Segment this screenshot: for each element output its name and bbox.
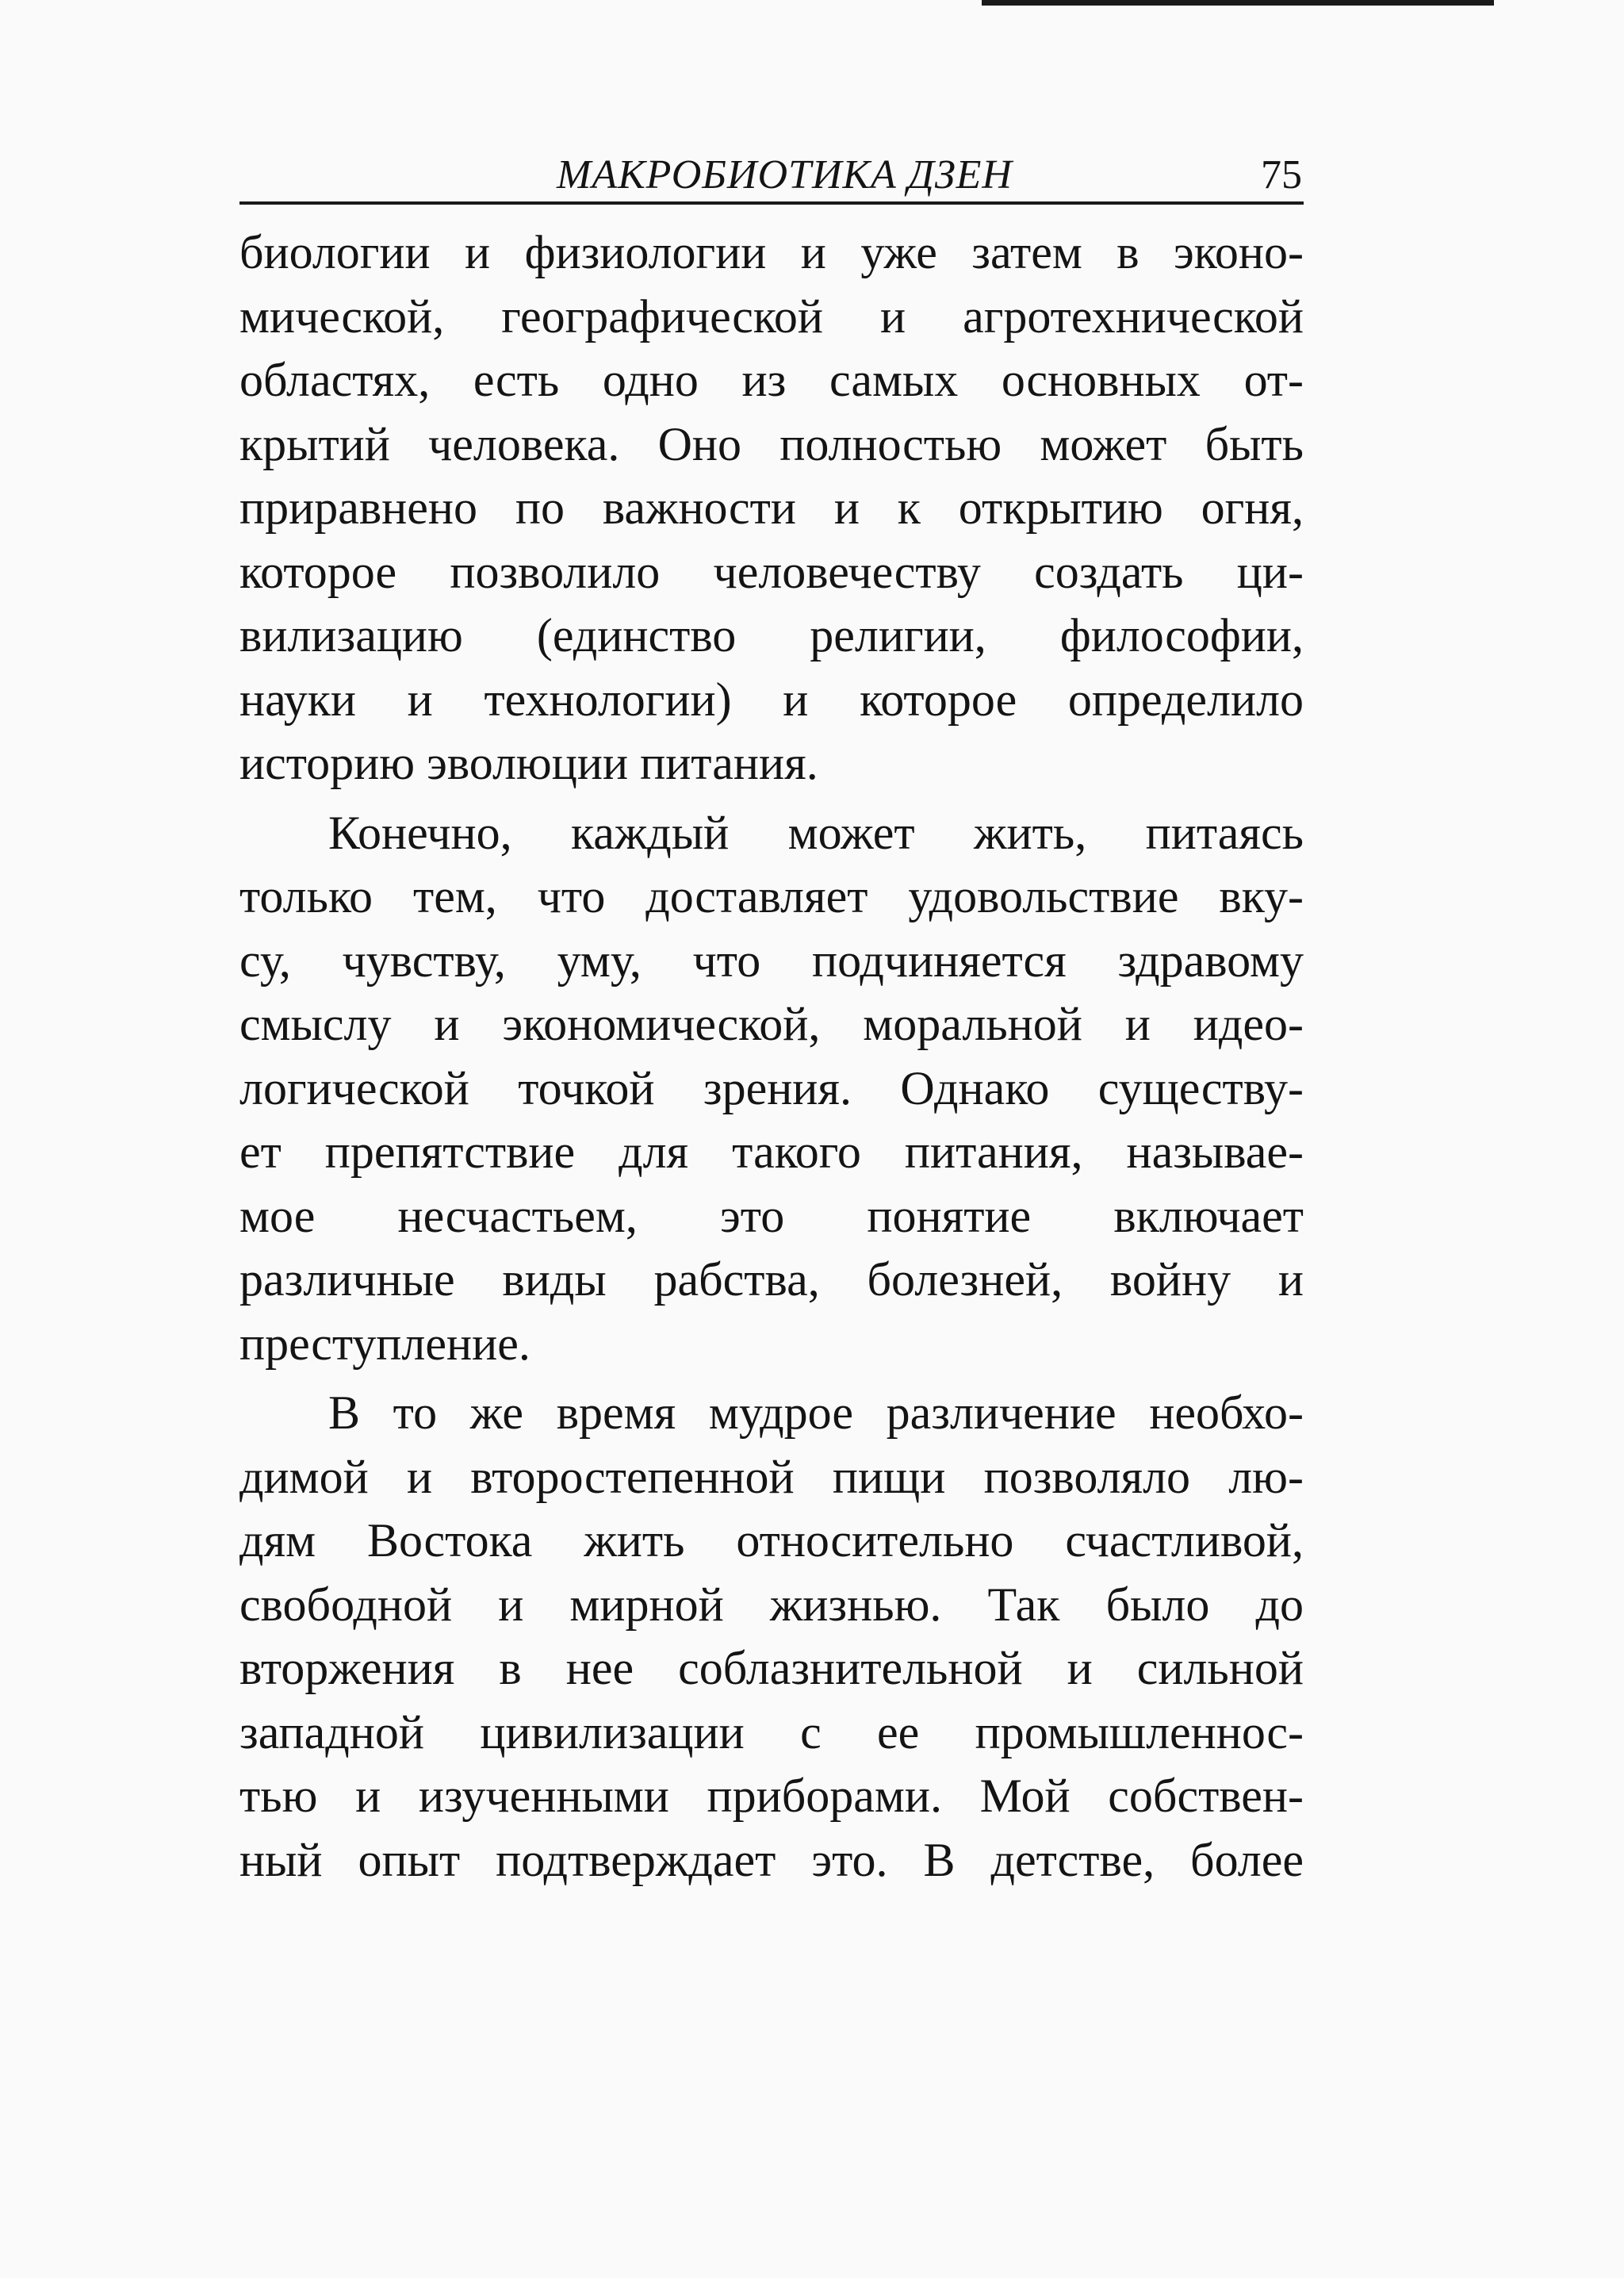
- text-line: Конечно, каждый может жить, питаясь: [328, 806, 1304, 859]
- body-text: [239, 205, 1304, 1892]
- top-edge-rule: [982, 0, 1494, 6]
- text-line: димой и второстепенной пищи позволяло лю-: [239, 1450, 1304, 1503]
- text-line: В то же время мудрое различение необхо-: [328, 1386, 1304, 1439]
- text-line: различные виды рабства, болезней, войну и: [239, 1253, 1304, 1306]
- text-line: ный опыт подтверждает это. В детстве, более: [239, 1833, 1304, 1886]
- paragraph-1: [239, 221, 1304, 796]
- text-line: смыслу и экономической, моральной и идео-: [239, 998, 1304, 1050]
- text-line: науки и технологии) и которое определило: [239, 673, 1304, 726]
- text-line: ет препятствие для такого питания, называе-: [239, 1126, 1304, 1178]
- text-line: областях, есть одно из самых основных от-: [239, 354, 1304, 406]
- book-page: [239, 149, 1304, 1897]
- text-line: мое несчастьем, это понятие включает: [239, 1189, 1304, 1242]
- text-line: приравнено по важности и к открытию огня,: [239, 481, 1304, 534]
- text-line: тью и изученными приборами. Мой собствен-: [239, 1770, 1304, 1822]
- text-line: вторжения в нее соблазнительной и сильной: [239, 1642, 1304, 1694]
- text-line: су, чувству, уму, что подчиняется здравому: [239, 934, 1304, 987]
- text-line: мической, географической и агротехнической: [239, 290, 1304, 343]
- running-title: МАКРОБИОТИКА ДЗЕН: [557, 152, 1013, 198]
- text-line: крытий человека. Оно полностью может быть: [239, 417, 1304, 470]
- page-number: 75: [1261, 152, 1302, 198]
- running-header: [239, 149, 1304, 205]
- text-line: западной цивилизации с ее промышленнос-: [239, 1705, 1304, 1758]
- text-line: дям Востока жить относительно счастливой,: [239, 1514, 1304, 1567]
- text-line: вилизацию (единство религии, философии,: [239, 609, 1304, 662]
- text-line: свободной и мирной жизнью. Так было до: [239, 1578, 1304, 1631]
- text-line: только тем, что доставляет удовольствие вку-: [239, 870, 1304, 922]
- text-line: историю эволюции питания.: [239, 737, 818, 789]
- paragraph-2: [239, 801, 1304, 1376]
- paragraph-3: [239, 1381, 1304, 1892]
- text-line: преступление.: [239, 1317, 530, 1370]
- text-line: биологии и физиологии и уже затем в эконо-: [239, 226, 1304, 278]
- text-line: которое позволило человечеству создать ци-: [239, 545, 1304, 598]
- text-line: логической точкой зрения. Однако существу-: [239, 1061, 1304, 1114]
